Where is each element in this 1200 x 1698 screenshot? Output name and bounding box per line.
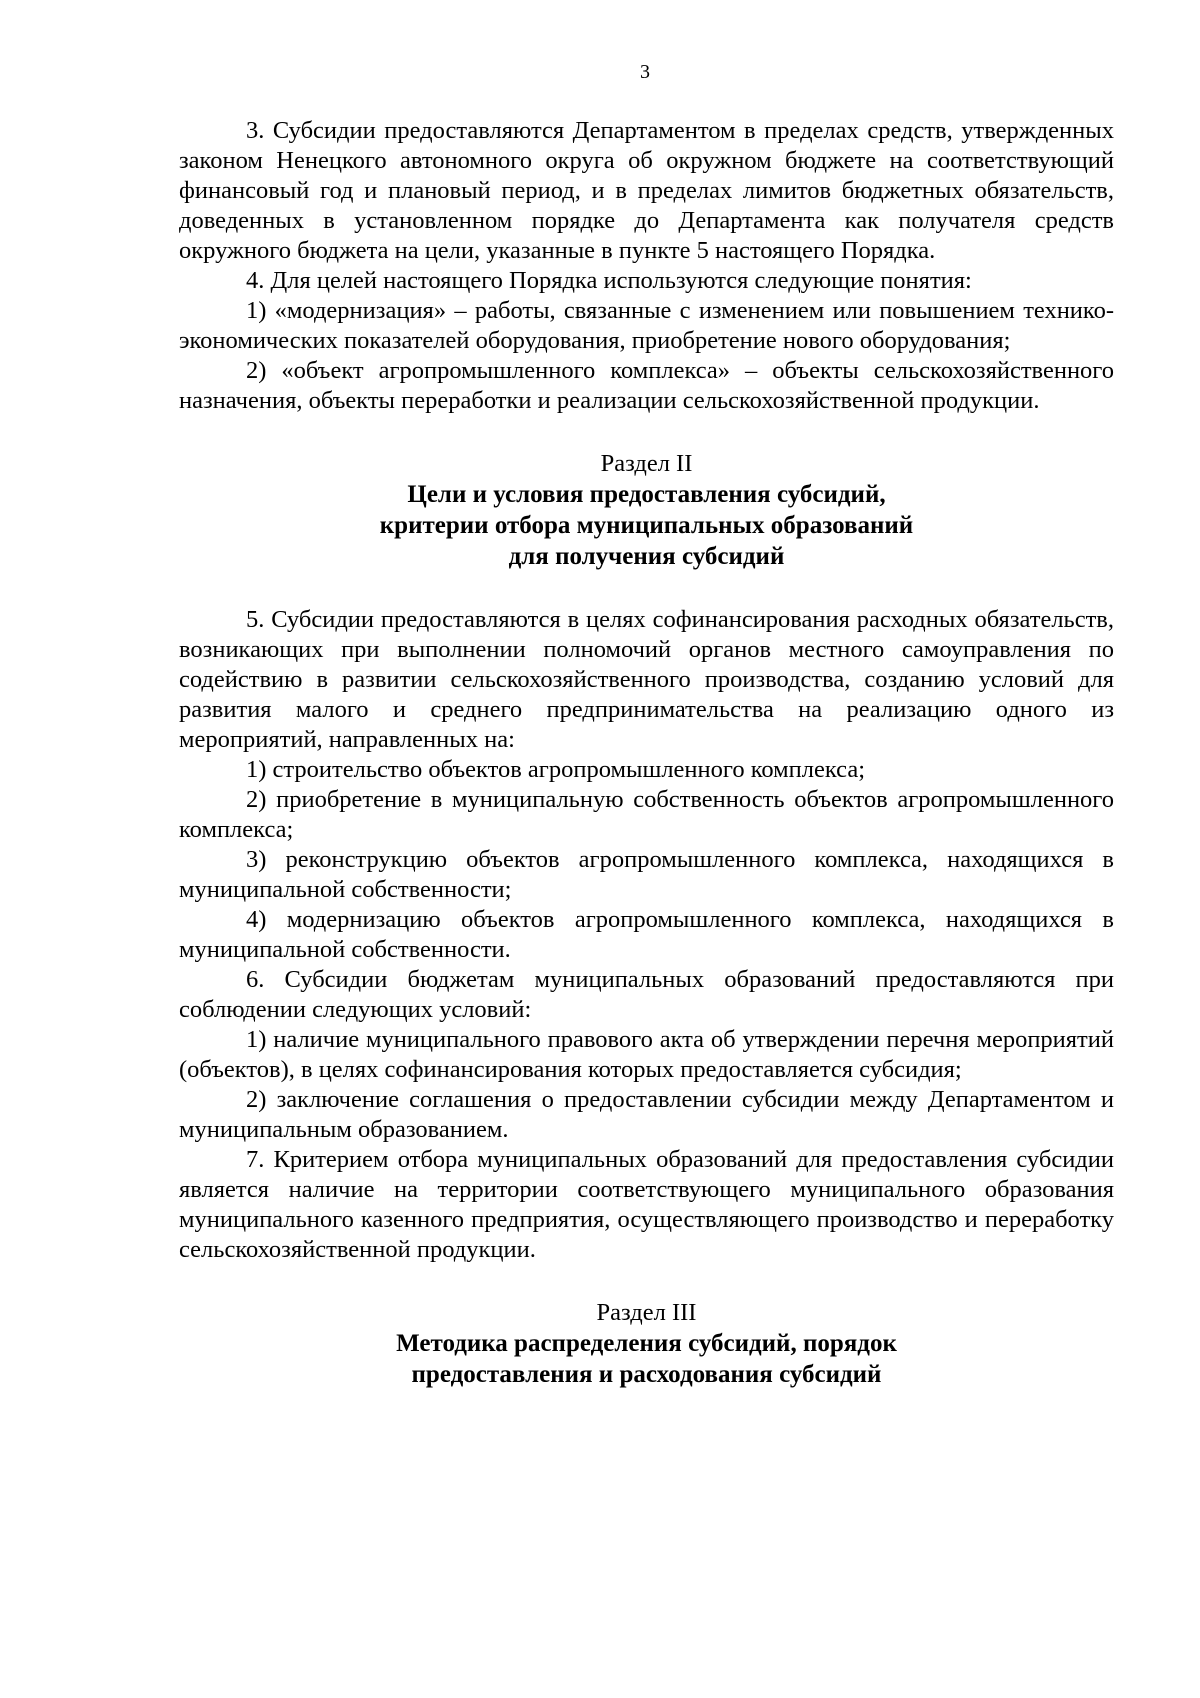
paragraph-5-item-3: 3) реконструкцию объектов агропромышленного комплекса, находящихся в муниципальной собственности; — [179, 846, 1114, 903]
section-3-title — [179, 1328, 1114, 1390]
page-number: 3 — [640, 61, 650, 83]
paragraph-3: 3. Субсидии предоставляются Департаментом в пределах средств, утвержденных законом Ненецкого автономного округа об окружном бюджете на соответствующий финансовый год и плановый период, и в пределах лимитов бюджетных обязательств, доведенных в установленном порядке до Департамента как получателя средств окружного бюджета на цели, указанные в пункте 5 настоящего Порядка. — [179, 117, 1114, 264]
document-body — [179, 116, 1114, 1390]
section-2-title-line-1: Цели и условия предоставления субсидий, — [407, 481, 886, 508]
paragraph-5: 5. Субсидии предоставляются в целях софинансирования расходных обязательств, возникающих при выполнении полномочий органов местного самоуправления по содействию в развитии сельскохозяйственного производства, созданию условий для развития малого и среднего предпринимательства на реализацию одного из мероприятий, направленных на: — [179, 606, 1114, 753]
paragraph-6: 6. Субсидии бюджетам муниципальных образований предоставляются при соблюдении следующих условий: — [179, 966, 1114, 1023]
section-3-title-line-2: предоставления и расходования субсидий — [411, 1361, 882, 1388]
section-2-title-line-2: критерии отбора муниципальных образований — [379, 512, 914, 539]
paragraph-6-item-1: 1) наличие муниципального правового акта об утверждении перечня мероприятий (объектов), в целях софинансирования которых предоставляется субсидия; — [179, 1026, 1114, 1083]
section-3-label: Раздел III — [596, 1299, 697, 1326]
paragraph-7: 7. Критерием отбора муниципальных образований для предоставления субсидии является наличие на территории соответствующего муниципального образования муниципального казенного предприятия, осуществляющего производство и переработку сельскохозяйственной продукции. — [179, 1146, 1114, 1263]
section-2-label: Раздел II — [600, 450, 693, 477]
paragraph-5-item-2: 2) приобретение в муниципальную собственность объектов агропромышленного комплекса; — [179, 786, 1114, 843]
section-3-title-line-1: Методика распределения субсидий, порядок — [396, 1330, 897, 1357]
paragraph-4: 4. Для целей настоящего Порядка используются следующие понятия: — [246, 267, 972, 294]
paragraph-5-item-4: 4) модернизацию объектов агропромышленного комплекса, находящихся в муниципальной собственности. — [179, 906, 1114, 963]
section-2-title-line-3: для получения субсидий — [508, 543, 785, 570]
section-2-title — [179, 479, 1114, 572]
paragraph-6-item-2: 2) заключение соглашения о предоставлении субсидии между Департаментом и муниципальным образованием. — [179, 1086, 1114, 1143]
paragraph-4-item-2: 2) «объект агропромышленного комплекса» – объекты сельскохозяйственного назначения, объекты переработки и реализации сельскохозяйственной продукции. — [179, 357, 1114, 414]
paragraph-4-item-1: 1) «модернизация» – работы, связанные с изменением или повышением технико-экономических показателей оборудования, приобретение нового оборудования; — [179, 297, 1114, 354]
paragraph-5-item-1: 1) строительство объектов агропромышленного комплекса; — [246, 756, 866, 783]
